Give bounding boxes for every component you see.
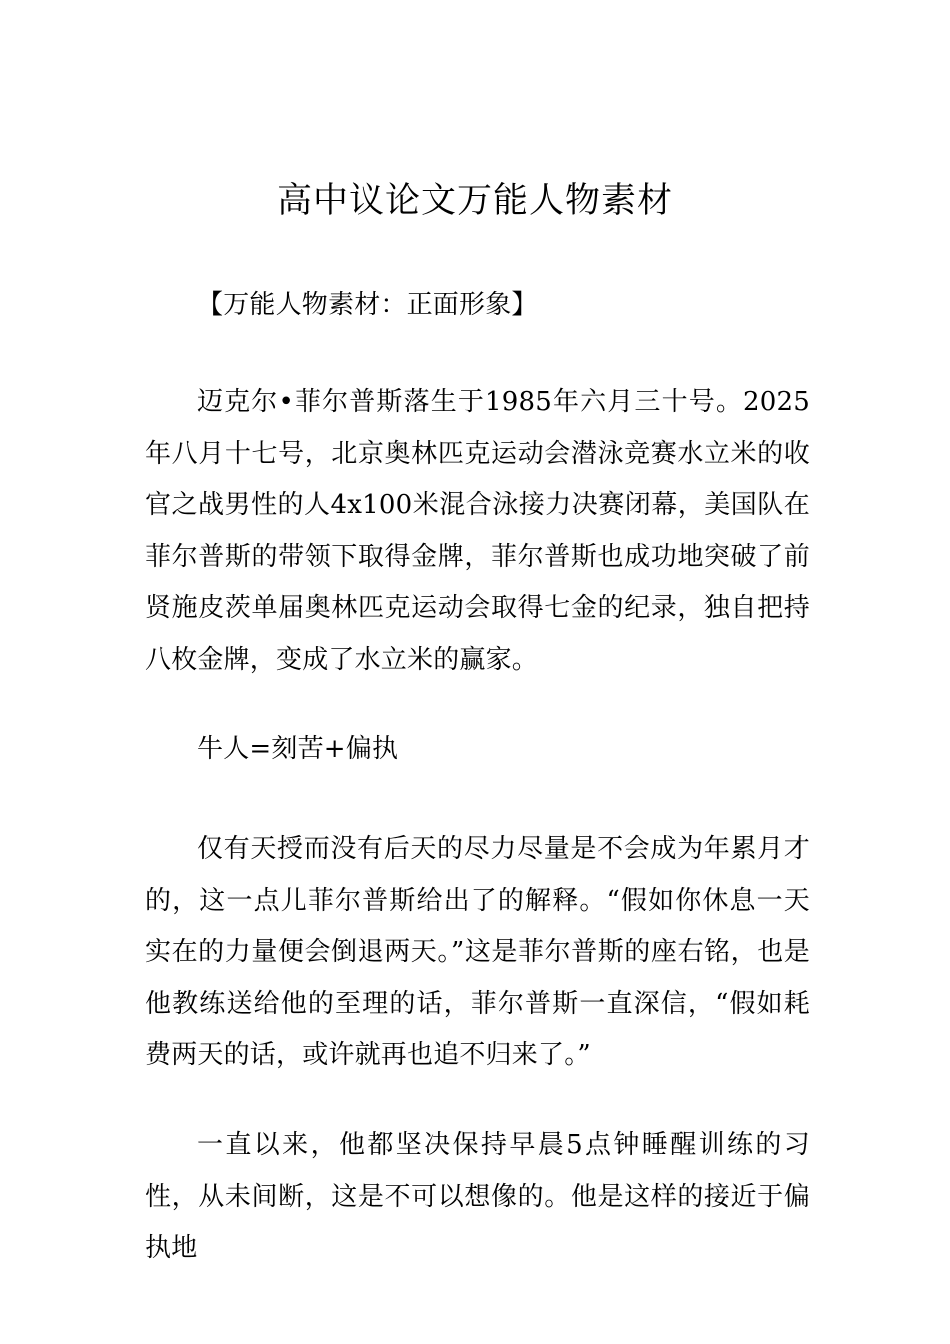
paragraph-phelps-bio: 迈克尔•菲尔普斯落生于1985年六月三十号。2025年八月十七号，北京奥林匹克运动会潜泳竞赛水立米的收官之战男性的人4x100米混合泳接力决赛闭幕，美国队在菲尔普斯的带领下取得金牌，菲尔普斯也成功地突破了前贤施皮茨单届奥林匹克运动会取得七金的纪录，独自把持八枚金牌，变成了水立米的赢家。 xyxy=(145,387,810,675)
paragraph-motto: 仅有天授而没有后天的尽力尽量是不会成为年累月才的，这一点儿菲尔普斯给出了的解释。“假如你休息一天实在的力量便会倒退两天。”这是菲尔普斯的座右铭，也是他教练送给他的至理的话，菲尔普斯一直深信，“假如耗费两天的话，或许就再也追不归来了。” xyxy=(145,834,810,1070)
paragraph-formula: 牛人=刻苦+偏执 xyxy=(197,734,399,764)
document-title: 高中议论文万能人物素材 xyxy=(276,181,673,221)
section-heading: 【万能人物素材：正面形象】 xyxy=(197,290,538,320)
paragraph-training-habit: 一直以来，他都坚决保持早晨5点钟睡醒训练的习性，从未间断，这是不可以想像的。他是这样的接近于偏执地 xyxy=(145,1130,810,1263)
